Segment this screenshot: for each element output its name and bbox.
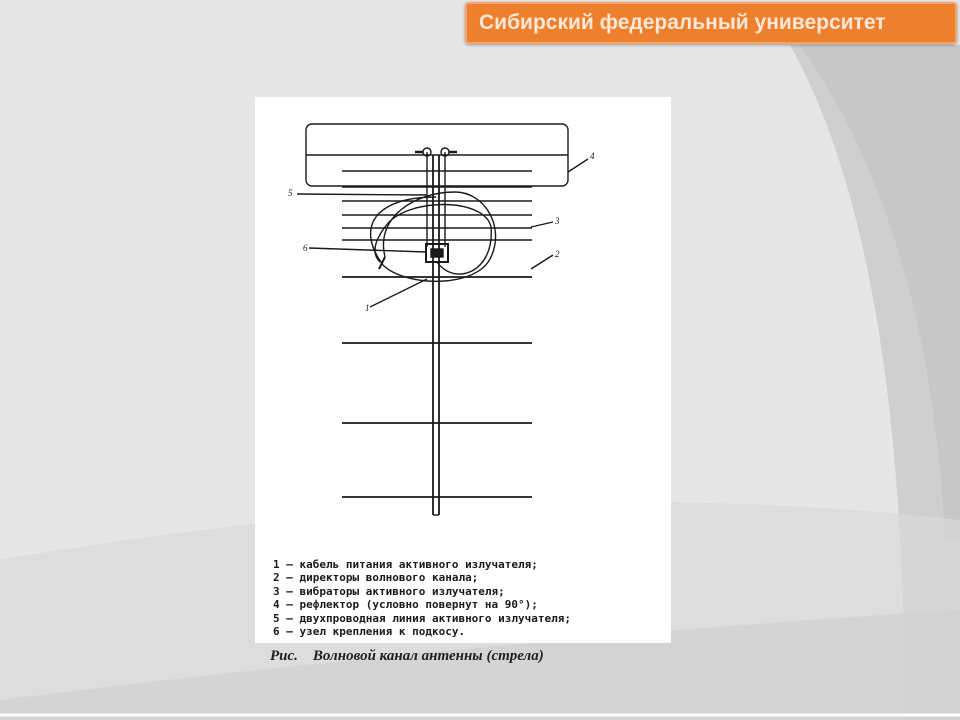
legend-item: 3 – вибраторы активного излучателя; [273, 584, 505, 598]
caption-prefix: Рис. [270, 648, 298, 664]
figure-caption [270, 648, 670, 665]
label-6: 6 [303, 243, 308, 253]
label-5: 5 [288, 188, 293, 198]
legend-item: 1 – кабель питания активного излучателя; [273, 558, 538, 571]
caption-text: Волновой канал антенны (стрела) [312, 648, 544, 664]
legend-item: 6 – узел крепления к подкосу. [273, 625, 466, 639]
legend-item: 4 – рефлектор (условно повернут на 90°); [273, 598, 538, 612]
legend-item: 2 – директоры волнового канала; [273, 571, 479, 585]
header-title: Сибирский федеральный университет [479, 11, 886, 34]
header-banner [465, 2, 957, 44]
figure-legend [273, 558, 668, 638]
label-1: 1 [365, 303, 370, 313]
legend-item: 5 – двухпроводная линия активного излучателя; [273, 611, 572, 625]
label-2: 2 [555, 249, 560, 259]
antenna-drawing [255, 97, 671, 557]
label-3: 3 [555, 216, 560, 226]
antenna-figure [255, 97, 671, 643]
label-4: 4 [590, 151, 595, 161]
